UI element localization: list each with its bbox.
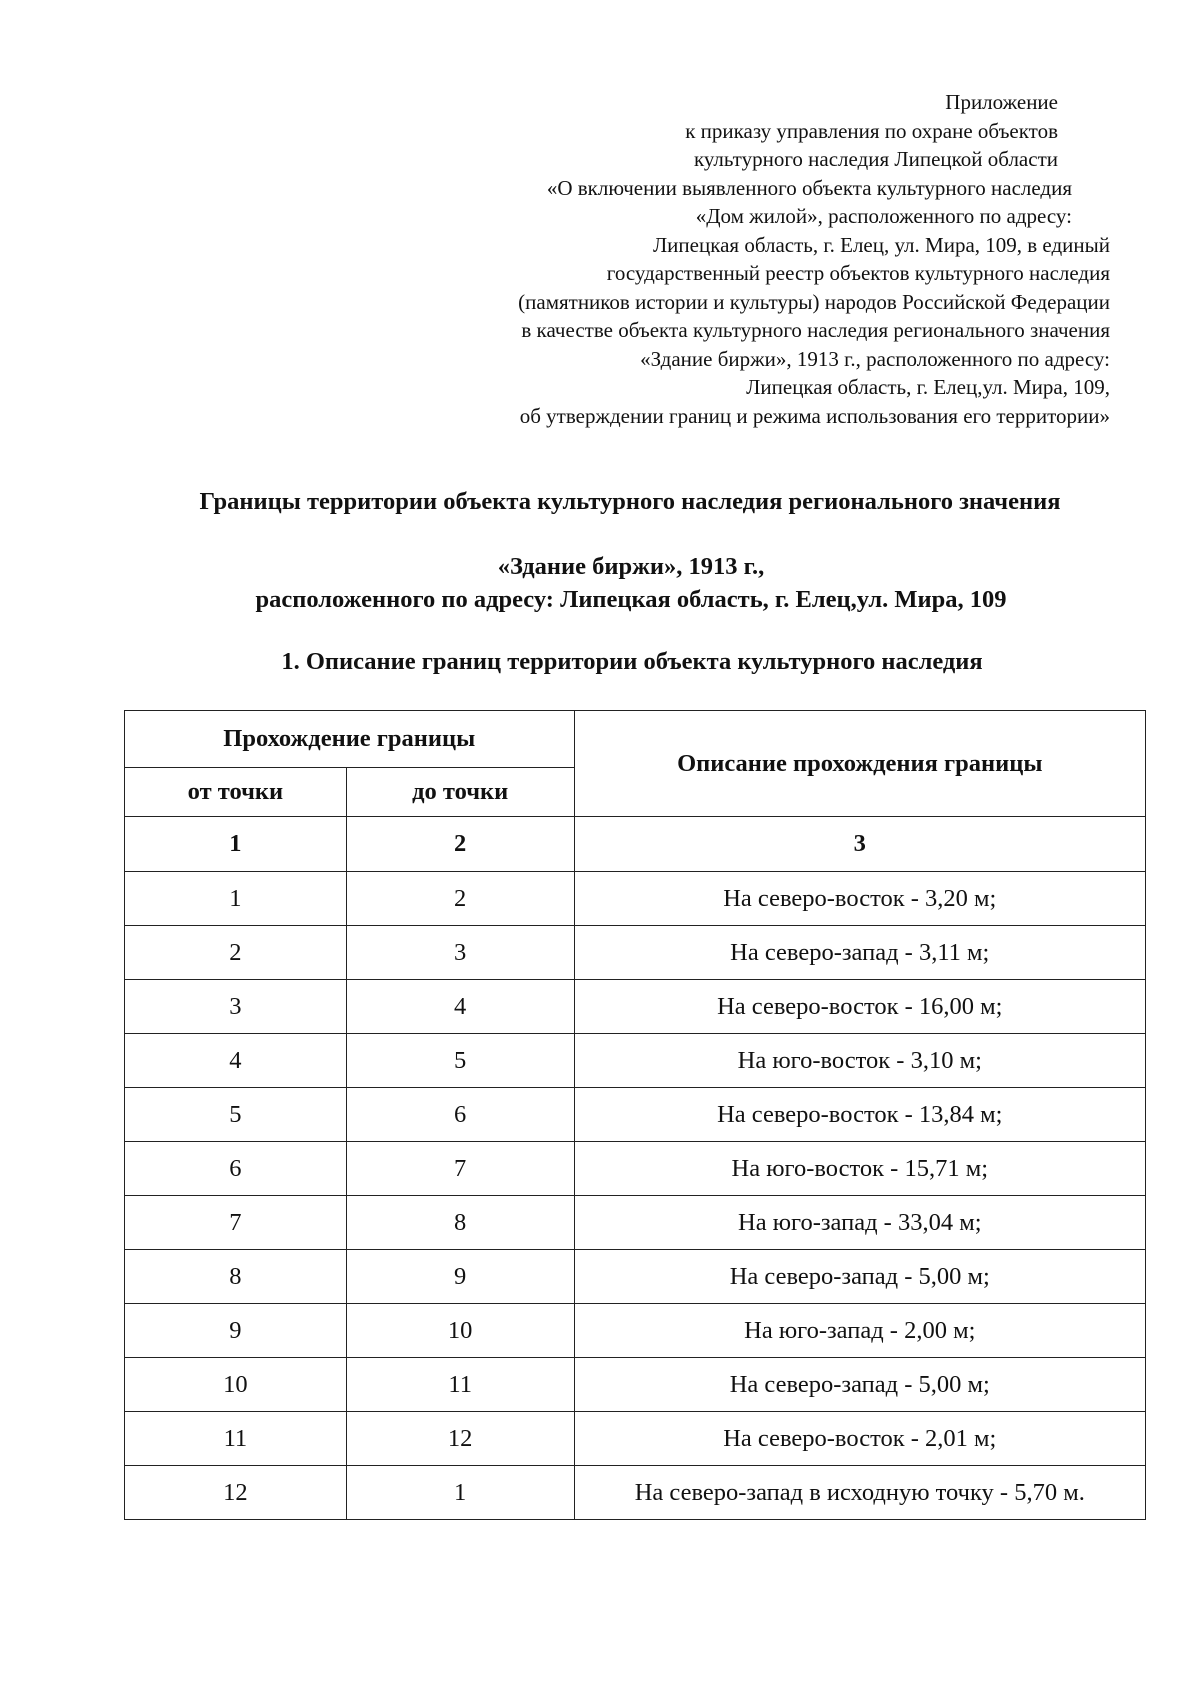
header-line: (памятников истории и культуры) народов Российской Федерации [518,289,1110,314]
description-cell: На северо-запад - 3,11 м; [574,926,1145,980]
description-cell: На северо-запад - 5,00 м; [574,1358,1145,1412]
document-title: Границы территории объекта культурного наследия регионального значения [199,488,1061,515]
to-point-cell: 7 [346,1142,574,1196]
description-cell: На северо-запад в исходную точку - 5,70 м. [574,1466,1145,1520]
boundary-table [124,710,1146,1520]
from-point-cell: 9 [125,1304,347,1358]
description-cell: На северо-восток - 2,01 м; [574,1412,1145,1466]
to-point-cell: 5 [346,1034,574,1088]
header-line: «О включении выявленного объекта культурного наследия [546,175,1072,200]
from-point-cell: 7 [125,1196,347,1250]
to-point-cell: 4 [346,980,574,1034]
description-cell: На северо-запад - 5,00 м; [574,1250,1145,1304]
description-cell: На юго-восток - 3,10 м; [574,1034,1145,1088]
table-row [125,926,1146,980]
appendix-header [350,88,1110,430]
to-point-cell: 6 [346,1088,574,1142]
from-point-cell: 2 [125,926,347,980]
to-point-cell: 10 [346,1304,574,1358]
table-row [125,980,1146,1034]
table-row [125,1466,1146,1520]
table-row [125,1034,1146,1088]
header-line: «Здание биржи», 1913 г., расположенного по адресу: [640,346,1110,371]
from-point-header-cell: от точки [125,768,347,817]
section-heading: 1. Описание границ территории объекта культурного наследия [281,648,983,675]
to-point-cell: 1 [346,1466,574,1520]
header-group-cell: Прохождение границы [125,711,575,768]
description-cell: На юго-запад - 2,00 м; [574,1304,1145,1358]
column-number-cell: 2 [346,817,574,872]
from-point-cell: 6 [125,1142,347,1196]
from-point-cell: 3 [125,980,347,1034]
description-cell: На северо-восток - 3,20 м; [574,872,1145,926]
to-point-cell: 2 [346,872,574,926]
table-row [125,872,1146,926]
from-point-cell: 8 [125,1250,347,1304]
to-point-header-cell: до точки [346,768,574,817]
header-line: Липецкая область, г. Елец, ул. Мира, 109, в единый [652,232,1110,257]
from-point-cell: 5 [125,1088,347,1142]
description-cell: На юго-восток - 15,71 м; [574,1142,1145,1196]
header-line: к приказу управления по охране объектов [685,118,1058,143]
description-cell: На юго-запад - 33,04 м; [574,1196,1145,1250]
to-point-cell: 12 [346,1412,574,1466]
to-point-cell: 11 [346,1358,574,1412]
description-header-cell: Описание прохождения границы [574,711,1145,817]
header-line: Приложение [945,90,1058,114]
column-number-cell: 3 [574,817,1145,872]
table-row [125,1304,1146,1358]
table-row [125,1196,1146,1250]
description-cell: На северо-восток - 13,84 м; [574,1088,1145,1142]
header-line: Липецкая область, г. Елец,ул. Мира, 109, [746,375,1110,399]
header-line: об утверждении границ и режима использования его территории» [519,403,1110,428]
to-point-cell: 9 [346,1250,574,1304]
object-name: «Здание биржи», 1913 г., [497,553,765,580]
table-row [125,1142,1146,1196]
to-point-cell: 3 [346,926,574,980]
from-point-cell: 11 [125,1412,347,1466]
to-point-cell: 8 [346,1196,574,1250]
object-address: расположенного по адресу: Липецкая область, г. Елец,ул. Мира, 109 [255,586,1007,613]
table-row [125,1358,1146,1412]
table-row [125,1412,1146,1466]
header-line: государственный реестр объектов культурного наследия [606,261,1110,285]
header-line: в качестве объекта культурного наследия регионального значения [521,318,1110,342]
column-number-cell: 1 [125,817,347,872]
header-line: «Дом жилой», расположенного по адресу: [695,204,1072,228]
description-cell: На северо-восток - 16,00 м; [574,980,1145,1034]
from-point-cell: 4 [125,1034,347,1088]
table-row [125,1088,1146,1142]
from-point-cell: 10 [125,1358,347,1412]
from-point-cell: 1 [125,872,347,926]
header-line: культурного наследия Липецкой области [693,147,1058,171]
table-row [125,1250,1146,1304]
from-point-cell: 12 [125,1466,347,1520]
